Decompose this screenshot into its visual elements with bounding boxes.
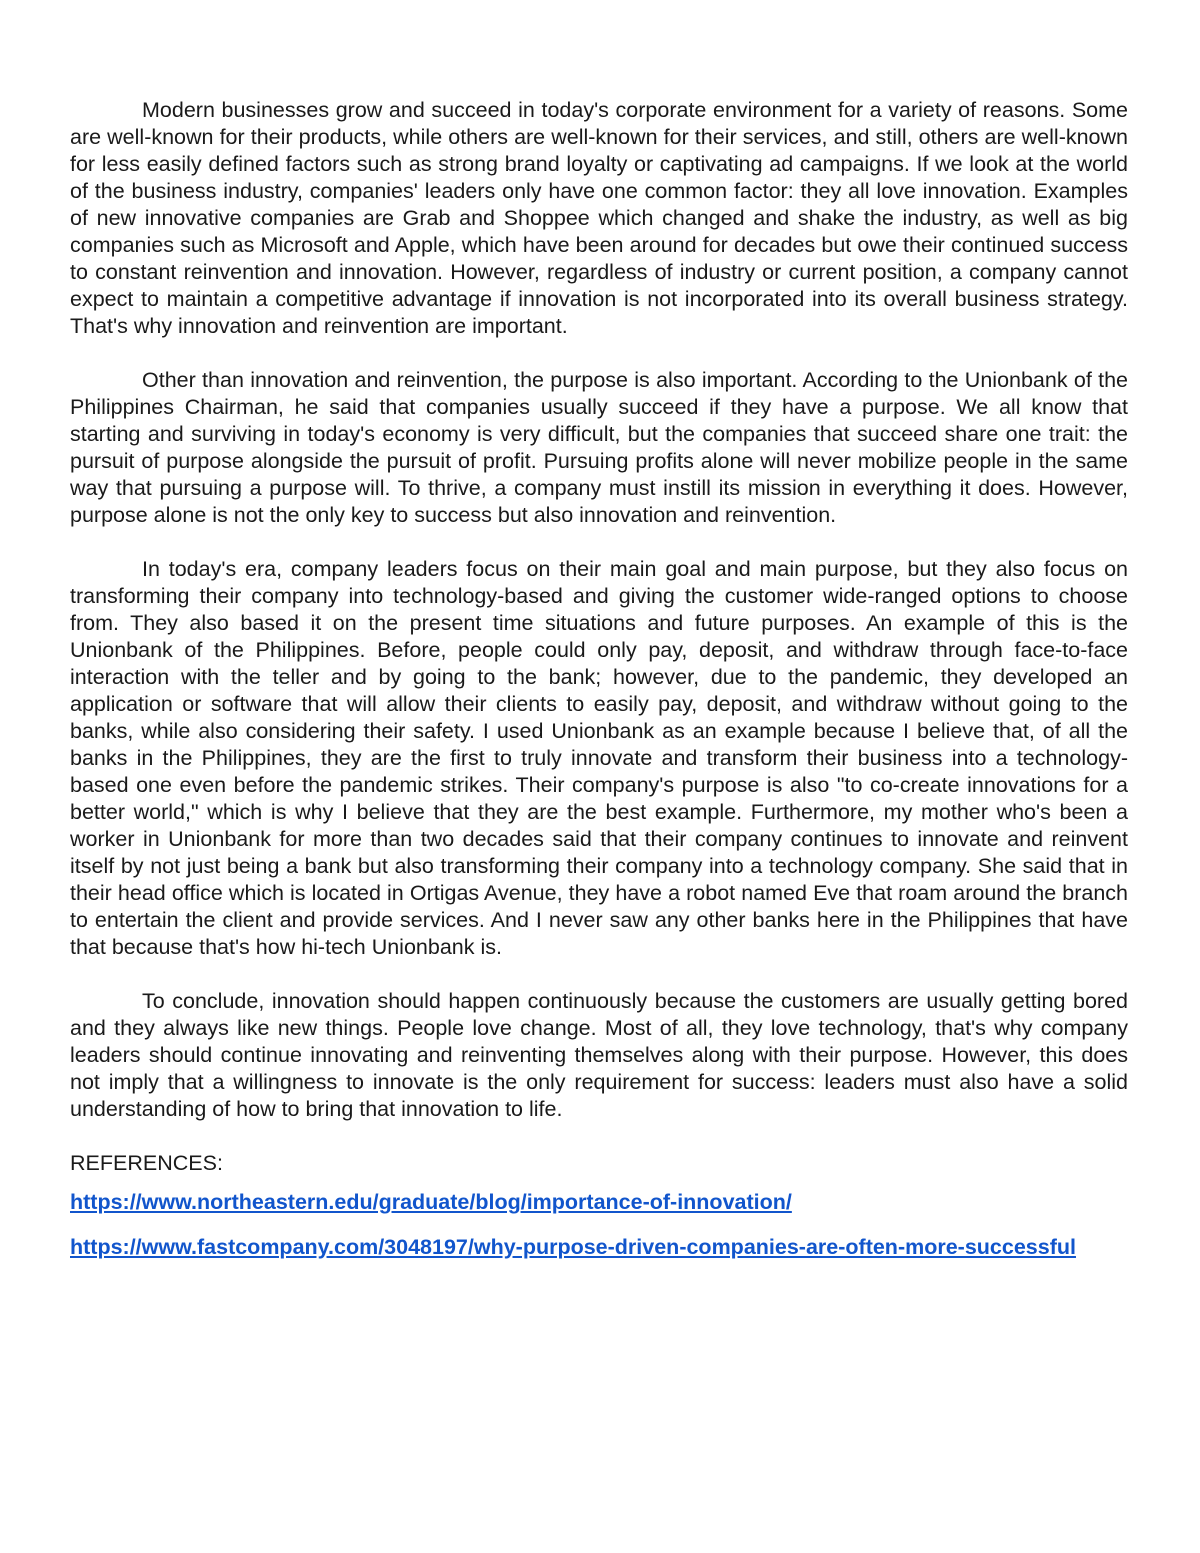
body-paragraph-1: Modern businesses grow and succeed in today's corporate environment for a variety of reasons. Some are well-known for their products, while others are well-known for their services, and still, others are well-known for less easily defined factors such as strong brand loyalty or captivating ad campaigns. If we look at the world of the business industry, companies' leaders only have one common factor: they all love innovation. Examples of new innovative companies are Grab and Shoppee which changed and shake the industry, as well as big companies such as Microsoft and Apple, which have been around for decades but owe their continued success to constant reinvention and innovation. However, regardless of industry or current position, a company cannot expect to maintain a competitive advantage if innovation is not incorporated into its overall business strategy. That's why innovation and reinvention are important.: [70, 98, 1128, 338]
references-heading: REFERENCES:: [70, 1151, 223, 1175]
body-paragraph-3: In today's era, company leaders focus on their main goal and main purpose, but they also focus on transforming their company into technology-based and giving the customer wide-ranged options to choose from. They also based it on the present time situations and future purposes. An example of this is the Unionbank of the Philippines. Before, people could only pay, deposit, and withdraw through face-to-face interaction with the teller and by going to the bank; however, due to the pandemic, they developed an application or software that will allow their clients to easily pay, deposit, and withdraw without going to the banks, while also considering their safety. I used Unionbank as an example because I believe that, of all the banks in the Philippines, they are the first to truly innovate and transform their business into a technology-based one even before the pandemic strikes. Their company's purpose is also "to co-create innovations for a better world," which is why I believe that they are the best example. Furthermore, my mother who's been a worker in Unionbank for more than two decades said that their company continues to innovate and reinvent itself by not just being a bank but also transforming their company into a technology company. She said that in their head office which is located in Ortigas Avenue, they have a robot named Eve that roam around the branch to entertain the client and provide services. And I never saw any other banks here in the Philippines that have that because that's how hi-tech Unionbank is.: [70, 557, 1128, 959]
reference-link-northeastern[interactable]: https://www.northeastern.edu/graduate/blog/importance-of-innovation/: [70, 1190, 792, 1214]
body-paragraph-4: To conclude, innovation should happen continuously because the customers are usually getting bored and they always like new things. People love change. Most of all, they love technology, that's why company leaders should continue innovating and reinventing themselves along with their purpose. However, this does not imply that a willingness to innovate is the only requirement for success: leaders must also have a solid understanding of how to bring that innovation to life.: [70, 989, 1128, 1121]
document-page: [70, 97, 1128, 1279]
reference-link-fastcompany[interactable]: https://www.fastcompany.com/3048197/why-purpose-driven-companies-are-often-more-successful: [70, 1235, 1076, 1259]
body-paragraph-2: Other than innovation and reinvention, the purpose is also important. According to the Unionbank of the Philippines Chairman, he said that companies usually succeed if they have a purpose. We all know that starting and surviving in today's economy is very difficult, but the companies that succeed share one trait: the pursuit of purpose alongside the pursuit of profit. Pursuing profits alone will never mobilize people in the same way that pursuing a purpose will. To thrive, a company must instill its mission in everything it does. However, purpose alone is not the only key to success but also innovation and reinvention.: [70, 368, 1128, 527]
